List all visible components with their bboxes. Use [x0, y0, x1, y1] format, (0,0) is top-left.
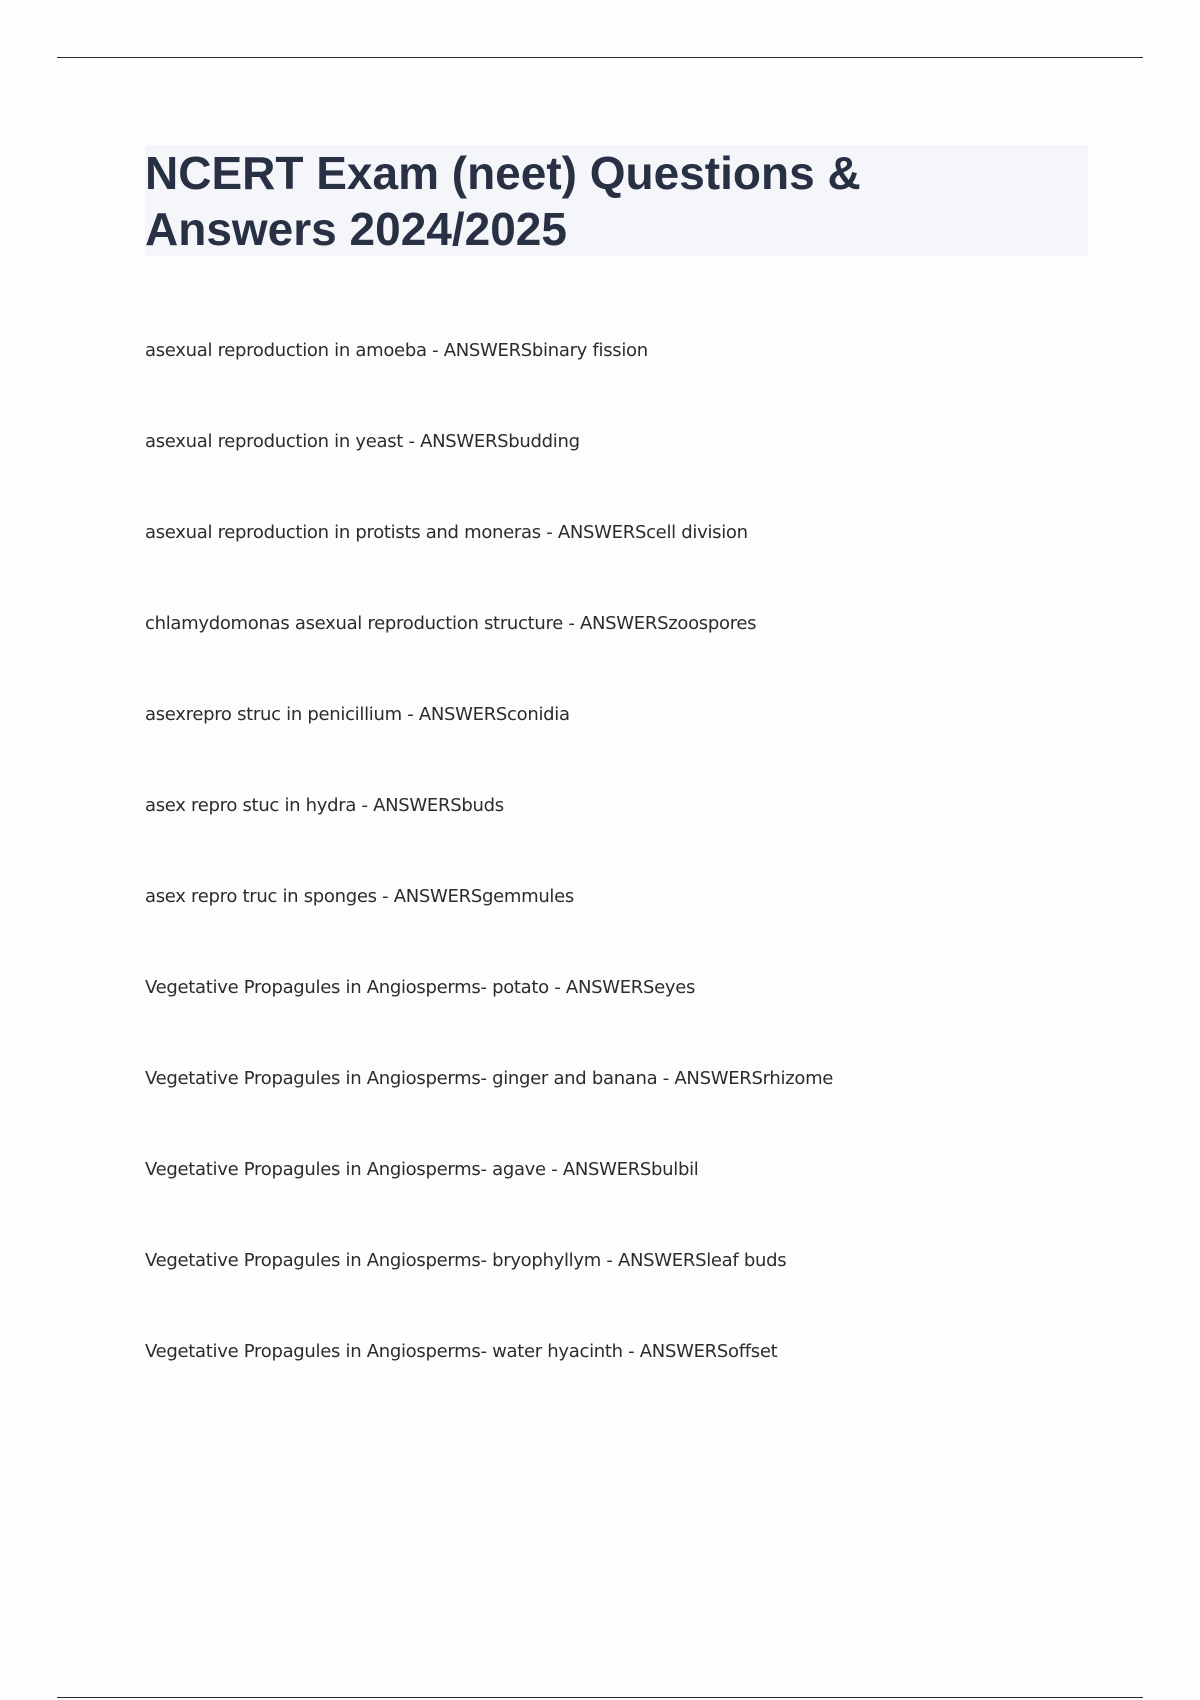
qa-item: asexual reproduction in yeast - ANSWERSbudding: [145, 431, 580, 452]
qa-item: asexual reproduction in protists and moneras - ANSWERScell division: [145, 522, 748, 543]
qa-item: asexrepro struc in penicillium - ANSWERSconidia: [145, 704, 570, 725]
qa-item: Vegetative Propagules in Angiosperms- potato - ANSWERSeyes: [145, 977, 696, 998]
qa-list: [145, 336, 1105, 1428]
top-divider: [57, 57, 1143, 58]
qa-item: asex repro truc in sponges - ANSWERSgemmules: [145, 886, 574, 907]
bottom-divider: [57, 1697, 1143, 1698]
qa-item: Vegetative Propagules in Angiosperms- ginger and banana - ANSWERSrhizome: [145, 1068, 834, 1089]
qa-item: chlamydomonas asexual reproduction structure - ANSWERSzoospores: [145, 613, 757, 634]
qa-item: Vegetative Propagules in Angiosperms- agave - ANSWERSbulbil: [145, 1159, 699, 1180]
qa-item: Vegetative Propagules in Angiosperms- water hyacinth - ANSWERSoffset: [145, 1341, 778, 1362]
page-title: NCERT Exam (neet) Questions & Answers 2024/2025: [145, 147, 861, 255]
qa-item: asex repro stuc in hydra - ANSWERSbuds: [145, 795, 504, 816]
qa-item: asexual reproduction in amoeba - ANSWERSbinary fission: [145, 340, 648, 361]
qa-item: Vegetative Propagules in Angiosperms- bryophyllym - ANSWERSleaf buds: [145, 1250, 787, 1271]
